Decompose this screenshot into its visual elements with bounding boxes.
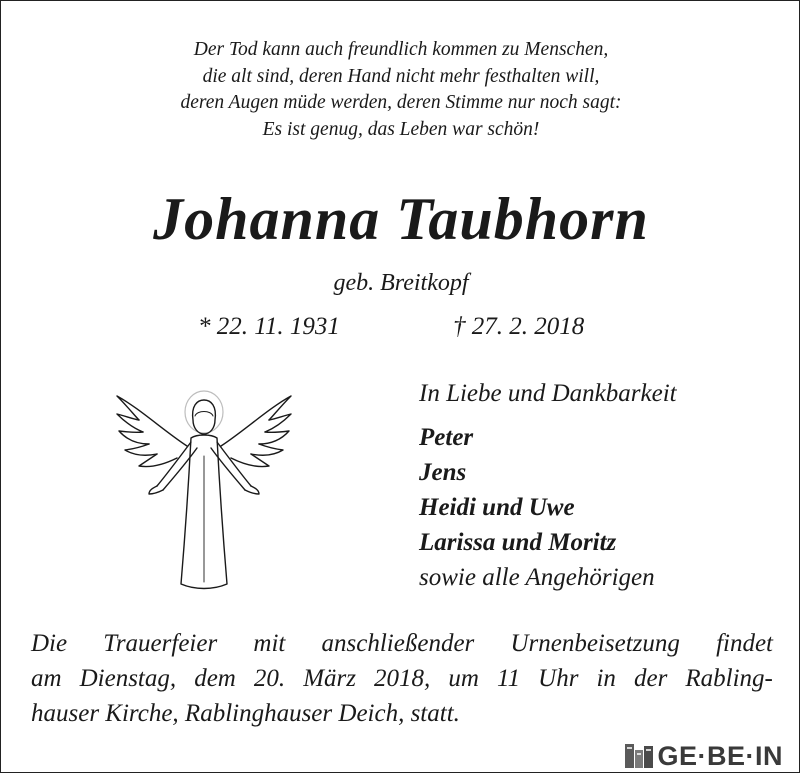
poem-line: Es ist genug, das Leben war schön! <box>262 118 540 140</box>
mourner-name: Larissa und Moritz <box>419 529 617 556</box>
mourners-intro: In Liebe und Dankbarkeit <box>419 380 677 407</box>
poem-line: deren Augen müde werden, deren Stimme nur noch sagt: <box>180 92 622 113</box>
mourner-name: Heidi und Uwe <box>419 494 575 521</box>
funeral-notice <box>31 626 773 731</box>
mourners-list <box>419 420 677 595</box>
notice-line <box>31 661 773 696</box>
birth-date: * 22. 11. 1931 <box>198 313 340 340</box>
poem-line: Der Tod kann auch freundlich kommen zu Menschen, <box>193 39 609 60</box>
notice-line: hauser Kirche, Rablinghauser Deich, statt. <box>31 700 460 727</box>
gebein-logo-icon <box>624 742 654 770</box>
mourner-name: Jens <box>419 459 467 486</box>
mourners-block <box>419 377 677 595</box>
notice-word: Dienstag, <box>79 665 177 692</box>
notice-word: Uhr <box>538 665 579 692</box>
notice-word: März <box>303 665 356 692</box>
notice-word: 2018, <box>374 665 431 692</box>
gebein-logo <box>624 741 784 771</box>
poem <box>1 37 800 143</box>
gebein-logo-text: GE·BE·IN <box>657 741 783 771</box>
notice-word: 11 <box>496 665 521 692</box>
deceased-name: Johanna Taubhorn <box>153 186 649 252</box>
notice-word: 20. <box>253 665 286 692</box>
mourner-name: Peter <box>419 424 474 451</box>
mourners-closing: sowie alle Angehörigen <box>419 564 655 591</box>
death-date: † 27. 2. 2018 <box>453 313 585 340</box>
notice-word: findet <box>716 630 773 657</box>
notice-line <box>31 626 773 661</box>
notice-word: Rabling- <box>685 665 773 692</box>
poem-line: die alt sind, deren Hand nicht mehr festhalten will, <box>202 65 600 87</box>
notice-word: Die <box>31 630 68 657</box>
birth-name: geb. Breitkopf <box>333 270 469 296</box>
notice-word: dem <box>194 665 236 692</box>
notice-word: in <box>596 665 616 692</box>
notice-word: mit <box>253 630 286 657</box>
notice-word: um <box>448 665 479 692</box>
notice-word: anschließender <box>321 630 475 657</box>
angel-icon <box>109 386 299 596</box>
notice-word: der <box>633 665 668 692</box>
notice-word: am <box>31 665 62 692</box>
notice-word: Urnenbeisetzung <box>510 630 680 657</box>
notice-word: Trauerfeier <box>103 630 218 657</box>
